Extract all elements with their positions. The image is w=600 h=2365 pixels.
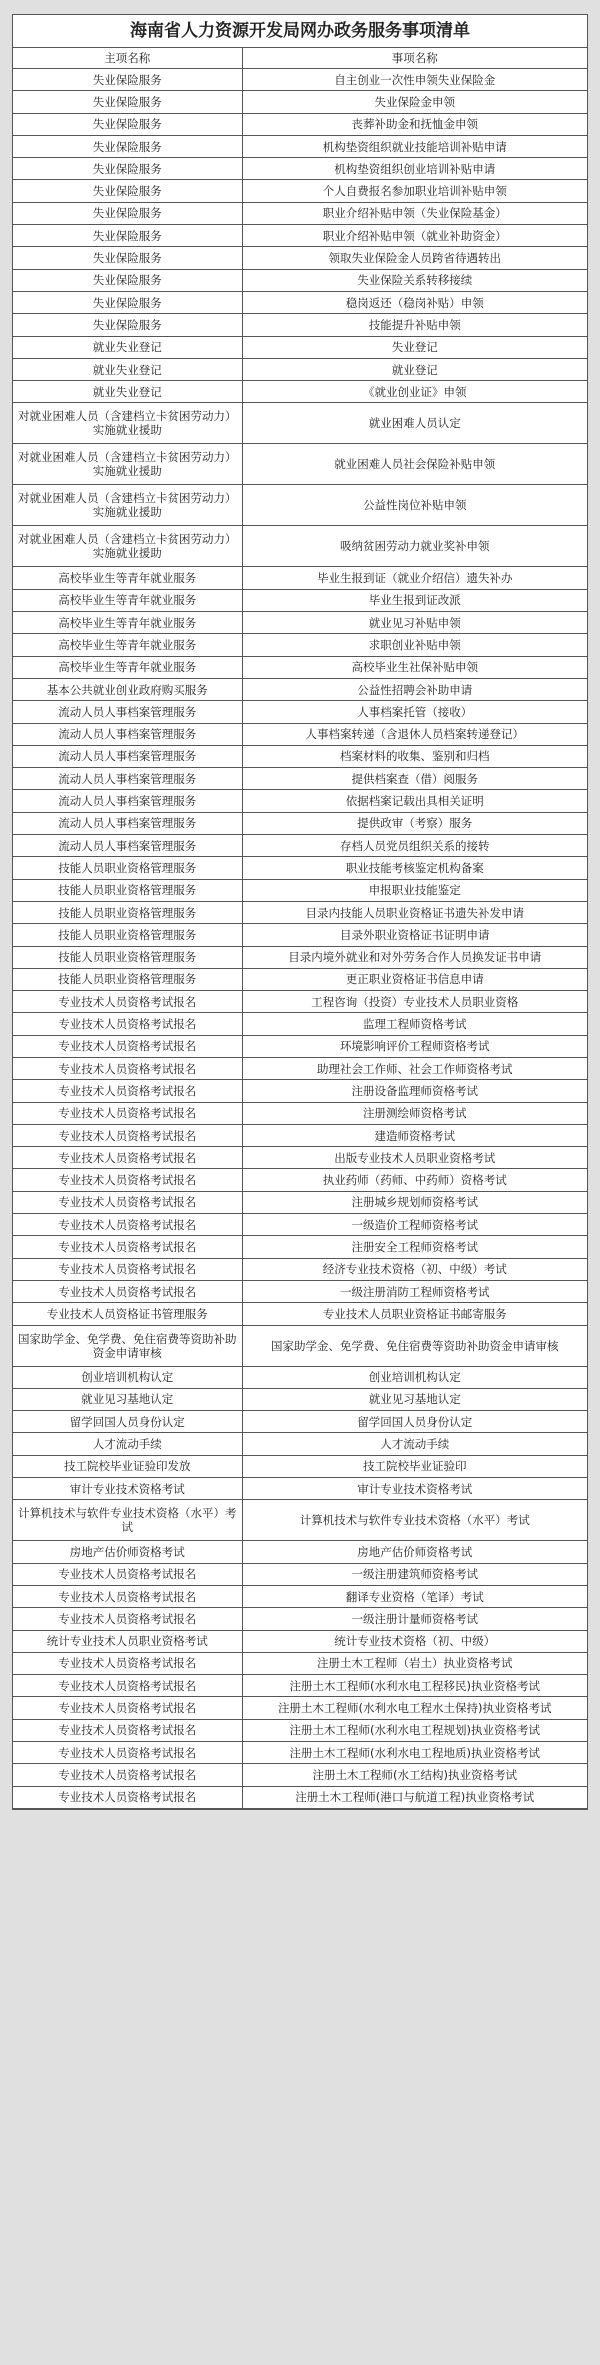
table-row xyxy=(13,444,587,485)
service-table xyxy=(13,48,587,1809)
main-item-cell: 专业技术人员资格考试报名 xyxy=(13,1652,242,1674)
table-row xyxy=(13,1742,587,1764)
main-item-cell: 专业技术人员资格考试报名 xyxy=(13,1608,242,1630)
main-item-cell: 流动人员人事档案管理服务 xyxy=(13,701,242,723)
item-name-cell: 职业介绍补贴申领（就业补助资金） xyxy=(242,225,587,247)
table-row xyxy=(13,1013,587,1035)
item-name-cell: 申报职业技能鉴定 xyxy=(242,879,587,901)
item-name-cell: 求职创业补贴申领 xyxy=(242,634,587,656)
main-item-cell: 失业保险服务 xyxy=(13,91,242,113)
main-item-cell: 流动人员人事档案管理服务 xyxy=(13,835,242,857)
table-row xyxy=(13,1455,587,1477)
main-item-cell: 技能人员职业资格管理服务 xyxy=(13,968,242,990)
table-row xyxy=(13,1608,587,1630)
table-row xyxy=(13,336,587,358)
item-name-cell: 建造师资格考试 xyxy=(242,1124,587,1146)
main-item-cell: 专业技术人员资格考试报名 xyxy=(13,991,242,1013)
table-row xyxy=(13,314,587,336)
main-item-cell: 专业技术人员资格考试报名 xyxy=(13,1258,242,1280)
main-item-cell: 专业技术人员资格考试报名 xyxy=(13,1013,242,1035)
table-row xyxy=(13,1652,587,1674)
table-row xyxy=(13,1433,587,1455)
main-item-cell: 人才流动手续 xyxy=(13,1433,242,1455)
main-item-cell: 失业保险服务 xyxy=(13,269,242,291)
item-name-cell: 职业介绍补贴申领（失业保险基金） xyxy=(242,202,587,224)
item-name-cell: 公益性岗位补贴申领 xyxy=(242,485,587,526)
item-name-cell: 个人自费报名参加职业培训补贴申领 xyxy=(242,180,587,202)
table-row xyxy=(13,91,587,113)
table-row xyxy=(13,567,587,589)
main-item-cell: 就业失业登记 xyxy=(13,381,242,403)
item-name-cell: 留学回国人员身份认定 xyxy=(242,1411,587,1433)
main-item-cell: 房地产估价师资格考试 xyxy=(13,1541,242,1563)
table-row xyxy=(13,1366,587,1388)
item-name-cell: 一级注册消防工程师资格考试 xyxy=(242,1280,587,1302)
item-name-cell: 失业保险关系转移接续 xyxy=(242,269,587,291)
table-row xyxy=(13,1325,587,1366)
item-name-cell: 机构垫资组织就业技能培训补贴申请 xyxy=(242,135,587,157)
column-header-main-item: 主项名称 xyxy=(13,48,242,69)
item-name-cell: 提供政审（考察）服务 xyxy=(242,812,587,834)
item-name-cell: 注册测绘师资格考试 xyxy=(242,1102,587,1124)
main-item-cell: 失业保险服务 xyxy=(13,291,242,313)
main-item-cell: 专业技术人员资格考试报名 xyxy=(13,1057,242,1079)
item-name-cell: 档案材料的收集、鉴别和归档 xyxy=(242,745,587,767)
item-name-cell: 计算机技术与软件专业技术资格（水平）考试 xyxy=(242,1500,587,1541)
item-name-cell: 注册土木工程师(水利水电工程移民)执业资格考试 xyxy=(242,1675,587,1697)
table-row xyxy=(13,269,587,291)
main-item-cell: 失业保险服务 xyxy=(13,202,242,224)
document-sheet xyxy=(12,14,588,1810)
table-row xyxy=(13,113,587,135)
table-row xyxy=(13,612,587,634)
item-name-cell: 人才流动手续 xyxy=(242,1433,587,1455)
item-name-cell: 自主创业一次性申领失业保险金 xyxy=(242,69,587,91)
blank-area xyxy=(0,1824,600,2365)
table-row xyxy=(13,857,587,879)
table-row xyxy=(13,291,587,313)
main-item-cell: 流动人员人事档案管理服务 xyxy=(13,745,242,767)
main-item-cell: 审计专业技术资格考试 xyxy=(13,1478,242,1500)
table-row xyxy=(13,812,587,834)
table-row xyxy=(13,158,587,180)
main-item-cell: 流动人员人事档案管理服务 xyxy=(13,790,242,812)
item-name-cell: 失业登记 xyxy=(242,336,587,358)
table-row xyxy=(13,403,587,444)
table-row xyxy=(13,1303,587,1325)
table-row xyxy=(13,723,587,745)
main-item-cell: 专业技术人员资格考试报名 xyxy=(13,1124,242,1146)
item-name-cell: 人事档案托管（接收） xyxy=(242,701,587,723)
item-name-cell: 专业技术人员职业资格证书邮寄服务 xyxy=(242,1303,587,1325)
main-item-cell: 失业保险服务 xyxy=(13,135,242,157)
main-item-cell: 专业技术人员资格考试报名 xyxy=(13,1147,242,1169)
table-row xyxy=(13,1102,587,1124)
main-item-cell: 技工院校毕业证验印发放 xyxy=(13,1455,242,1477)
main-item-cell: 专业技术人员资格考试报名 xyxy=(13,1214,242,1236)
item-name-cell: 存档人员党员组织关系的接转 xyxy=(242,835,587,857)
main-item-cell: 就业失业登记 xyxy=(13,336,242,358)
main-item-cell: 技能人员职业资格管理服务 xyxy=(13,879,242,901)
item-name-cell: 注册城乡规划师资格考试 xyxy=(242,1191,587,1213)
item-name-cell: 执业药师（药师、中药师）资格考试 xyxy=(242,1169,587,1191)
main-item-cell: 基本公共就业创业政府购买服务 xyxy=(13,678,242,700)
item-name-cell: 吸纳贫困劳动力就业奖补申领 xyxy=(242,526,587,567)
table-row xyxy=(13,1214,587,1236)
table-row xyxy=(13,991,587,1013)
column-header-item-name: 事项名称 xyxy=(242,48,587,69)
table-row xyxy=(13,634,587,656)
table-row xyxy=(13,1630,587,1652)
table-row xyxy=(13,358,587,380)
item-name-cell: 助理社会工作师、社会工作师资格考试 xyxy=(242,1057,587,1079)
table-row xyxy=(13,1500,587,1541)
table-row xyxy=(13,1124,587,1146)
item-name-cell: 目录内境外就业和对外劳务合作人员换发证书申请 xyxy=(242,946,587,968)
main-item-cell: 专业技术人员资格考试报名 xyxy=(13,1764,242,1786)
table-row xyxy=(13,485,587,526)
table-row xyxy=(13,1035,587,1057)
item-name-cell: 就业登记 xyxy=(242,358,587,380)
main-item-cell: 流动人员人事档案管理服务 xyxy=(13,768,242,790)
table-row xyxy=(13,1786,587,1808)
main-item-cell: 失业保险服务 xyxy=(13,225,242,247)
table-row xyxy=(13,526,587,567)
main-item-cell: 技能人员职业资格管理服务 xyxy=(13,924,242,946)
main-item-cell: 专业技术人员资格证书管理服务 xyxy=(13,1303,242,1325)
item-name-cell: 注册设备监理师资格考试 xyxy=(242,1080,587,1102)
table-row xyxy=(13,381,587,403)
item-name-cell: 注册土木工程师(港口与航道工程)执业资格考试 xyxy=(242,1786,587,1808)
item-name-cell: 公益性招聘会补助申请 xyxy=(242,678,587,700)
main-item-cell: 国家助学金、免学费、免住宿费等资助补助资金申请审核 xyxy=(13,1325,242,1366)
item-name-cell: 依据档案记载出具相关证明 xyxy=(242,790,587,812)
main-item-cell: 技能人员职业资格管理服务 xyxy=(13,901,242,923)
table-row xyxy=(13,790,587,812)
main-item-cell: 失业保险服务 xyxy=(13,180,242,202)
item-name-cell: 高校毕业生社保补贴申领 xyxy=(242,656,587,678)
table-row xyxy=(13,1478,587,1500)
main-item-cell: 高校毕业生等青年就业服务 xyxy=(13,567,242,589)
main-item-cell: 专业技术人员资格考试报名 xyxy=(13,1102,242,1124)
main-item-cell: 失业保险服务 xyxy=(13,158,242,180)
item-name-cell: 人事档案转递（含退休人员档案转递登记） xyxy=(242,723,587,745)
table-row xyxy=(13,1585,587,1607)
main-item-cell: 就业失业登记 xyxy=(13,358,242,380)
item-name-cell: 失业保险金申领 xyxy=(242,91,587,113)
main-item-cell: 专业技术人员资格考试报名 xyxy=(13,1675,242,1697)
document-title: 海南省人力资源开发局网办政务服务事项清单 xyxy=(13,15,587,48)
item-name-cell: 就业困难人员社会保险补贴申领 xyxy=(242,444,587,485)
main-item-cell: 失业保险服务 xyxy=(13,113,242,135)
item-name-cell: 提供档案查（借）阅服务 xyxy=(242,768,587,790)
table-row xyxy=(13,1236,587,1258)
table-row xyxy=(13,202,587,224)
main-item-cell: 对就业困难人员（含建档立卡贫困劳动力）实施就业援助 xyxy=(13,485,242,526)
main-item-cell: 流动人员人事档案管理服务 xyxy=(13,723,242,745)
main-item-cell: 就业见习基地认定 xyxy=(13,1388,242,1410)
table-row xyxy=(13,835,587,857)
item-name-cell: 注册土木工程师(水利水电工程地质)执业资格考试 xyxy=(242,1742,587,1764)
table-row xyxy=(13,1563,587,1585)
item-name-cell: 就业见习基地认定 xyxy=(242,1388,587,1410)
table-row xyxy=(13,247,587,269)
table-row xyxy=(13,1764,587,1786)
table-row xyxy=(13,656,587,678)
main-item-cell: 专业技术人员资格考试报名 xyxy=(13,1563,242,1585)
item-name-cell: 毕业生报到证改派 xyxy=(242,589,587,611)
item-name-cell: 《就业创业证》申领 xyxy=(242,381,587,403)
item-name-cell: 一级注册建筑师资格考试 xyxy=(242,1563,587,1585)
item-name-cell: 机构垫资组织创业培训补贴申请 xyxy=(242,158,587,180)
main-item-cell: 专业技术人员资格考试报名 xyxy=(13,1280,242,1302)
main-item-cell: 高校毕业生等青年就业服务 xyxy=(13,612,242,634)
main-item-cell: 统计专业技术人员职业资格考试 xyxy=(13,1630,242,1652)
main-item-cell: 高校毕业生等青年就业服务 xyxy=(13,634,242,656)
table-row xyxy=(13,1147,587,1169)
table-row xyxy=(13,1080,587,1102)
table-row xyxy=(13,946,587,968)
table-row xyxy=(13,1280,587,1302)
item-name-cell: 注册土木工程师(水利水电工程规划)执业资格考试 xyxy=(242,1719,587,1741)
table-row xyxy=(13,768,587,790)
table-row xyxy=(13,225,587,247)
main-item-cell: 对就业困难人员（含建档立卡贫困劳动力）实施就业援助 xyxy=(13,403,242,444)
table-row xyxy=(13,879,587,901)
item-name-cell: 就业见习补贴申领 xyxy=(242,612,587,634)
table-row xyxy=(13,1388,587,1410)
table-row xyxy=(13,745,587,767)
item-name-cell: 统计专业技术资格（初、中级） xyxy=(242,1630,587,1652)
table-row xyxy=(13,1258,587,1280)
item-name-cell: 环境影响评价工程师资格考试 xyxy=(242,1035,587,1057)
item-name-cell: 经济专业技术资格（初、中级）考试 xyxy=(242,1258,587,1280)
item-name-cell: 出版专业技术人员职业资格考试 xyxy=(242,1147,587,1169)
main-item-cell: 计算机技术与软件专业技术资格（水平）考试 xyxy=(13,1500,242,1541)
main-item-cell: 高校毕业生等青年就业服务 xyxy=(13,589,242,611)
item-name-cell: 领取失业保险金人员跨省待遇转出 xyxy=(242,247,587,269)
item-name-cell: 国家助学金、免学费、免住宿费等资助补助资金申请审核 xyxy=(242,1325,587,1366)
table-row xyxy=(13,69,587,91)
main-item-cell: 对就业困难人员（含建档立卡贫困劳动力）实施就业援助 xyxy=(13,444,242,485)
item-name-cell: 目录外职业资格证书证明申请 xyxy=(242,924,587,946)
item-name-cell: 工程咨询（投资）专业技术人员职业资格 xyxy=(242,991,587,1013)
table-row xyxy=(13,924,587,946)
table-row xyxy=(13,701,587,723)
table-header-row xyxy=(13,48,587,69)
item-name-cell: 一级造价工程师资格考试 xyxy=(242,1214,587,1236)
table-row xyxy=(13,901,587,923)
table-row xyxy=(13,1191,587,1213)
table-row xyxy=(13,1719,587,1741)
table-row xyxy=(13,1675,587,1697)
table-row xyxy=(13,180,587,202)
main-item-cell: 专业技术人员资格考试报名 xyxy=(13,1742,242,1764)
main-item-cell: 创业培训机构认定 xyxy=(13,1366,242,1388)
main-item-cell: 流动人员人事档案管理服务 xyxy=(13,812,242,834)
main-item-cell: 留学回国人员身份认定 xyxy=(13,1411,242,1433)
item-name-cell: 更正职业资格证书信息申请 xyxy=(242,968,587,990)
item-name-cell: 翻译专业资格（笔译）考试 xyxy=(242,1585,587,1607)
main-item-cell: 专业技术人员资格考试报名 xyxy=(13,1719,242,1741)
item-name-cell: 注册安全工程师资格考试 xyxy=(242,1236,587,1258)
item-name-cell: 一级注册计量师资格考试 xyxy=(242,1608,587,1630)
item-name-cell: 稳岗返还（稳岗补贴）申领 xyxy=(242,291,587,313)
item-name-cell: 丧葬补助金和抚恤金申领 xyxy=(242,113,587,135)
item-name-cell: 房地产估价师资格考试 xyxy=(242,1541,587,1563)
main-item-cell: 专业技术人员资格考试报名 xyxy=(13,1786,242,1808)
main-item-cell: 专业技术人员资格考试报名 xyxy=(13,1697,242,1719)
main-item-cell: 专业技术人员资格考试报名 xyxy=(13,1035,242,1057)
main-item-cell: 高校毕业生等青年就业服务 xyxy=(13,656,242,678)
table-row xyxy=(13,1169,587,1191)
main-item-cell: 失业保险服务 xyxy=(13,247,242,269)
item-name-cell: 审计专业技术资格考试 xyxy=(242,1478,587,1500)
main-item-cell: 失业保险服务 xyxy=(13,69,242,91)
item-name-cell: 技能提升补贴申领 xyxy=(242,314,587,336)
item-name-cell: 注册土木工程师(水工结构)执业资格考试 xyxy=(242,1764,587,1786)
item-name-cell: 技工院校毕业证验印 xyxy=(242,1455,587,1477)
main-item-cell: 技能人员职业资格管理服务 xyxy=(13,946,242,968)
table-row xyxy=(13,135,587,157)
main-item-cell: 专业技术人员资格考试报名 xyxy=(13,1191,242,1213)
main-item-cell: 失业保险服务 xyxy=(13,314,242,336)
table-row xyxy=(13,1057,587,1079)
main-item-cell: 专业技术人员资格考试报名 xyxy=(13,1236,242,1258)
table-row xyxy=(13,678,587,700)
item-name-cell: 毕业生报到证（就业介绍信）遗失补办 xyxy=(242,567,587,589)
table-row xyxy=(13,1411,587,1433)
table-row xyxy=(13,1697,587,1719)
item-name-cell: 就业困难人员认定 xyxy=(242,403,587,444)
main-item-cell: 专业技术人员资格考试报名 xyxy=(13,1169,242,1191)
item-name-cell: 职业技能考核鉴定机构备案 xyxy=(242,857,587,879)
main-item-cell: 专业技术人员资格考试报名 xyxy=(13,1585,242,1607)
item-name-cell: 注册土木工程师(水利水电工程水土保持)执业资格考试 xyxy=(242,1697,587,1719)
table-row xyxy=(13,589,587,611)
main-item-cell: 对就业困难人员（含建档立卡贫困劳动力）实施就业援助 xyxy=(13,526,242,567)
item-name-cell: 监理工程师资格考试 xyxy=(242,1013,587,1035)
table-row xyxy=(13,1541,587,1563)
table-row xyxy=(13,968,587,990)
item-name-cell: 注册土木工程师（岩土）执业资格考试 xyxy=(242,1652,587,1674)
main-item-cell: 技能人员职业资格管理服务 xyxy=(13,857,242,879)
item-name-cell: 目录内技能人员职业资格证书遗失补发申请 xyxy=(242,901,587,923)
main-item-cell: 专业技术人员资格考试报名 xyxy=(13,1080,242,1102)
item-name-cell: 创业培训机构认定 xyxy=(242,1366,587,1388)
